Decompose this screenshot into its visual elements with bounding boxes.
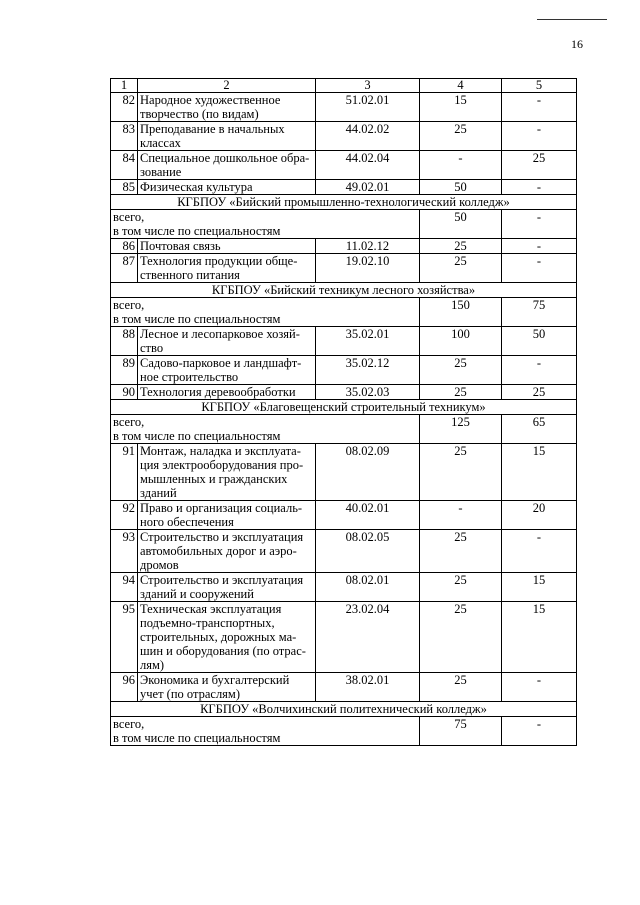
row-number: 90 [111,385,138,400]
total-col5: - [502,210,577,239]
table-row [111,254,577,283]
col4-value: 25 [420,385,502,400]
col4-value: 25 [420,673,502,702]
header-cell-4: 4 [420,79,502,93]
college-row [111,400,577,415]
total-label: всего, в том числе по специальностям [111,210,420,239]
table-row [111,573,577,602]
table-body [111,79,577,746]
college-name: КГБПОУ «Волчихинский политехнический колледж» [111,702,577,717]
table-row [111,151,577,180]
total-col4: 50 [420,210,502,239]
table-row [111,673,577,702]
table-row [111,530,577,573]
top-rule [537,19,607,20]
total-col4: 125 [420,415,502,444]
col4-value: 15 [420,93,502,122]
row-number: 95 [111,602,138,673]
row-number: 87 [111,254,138,283]
specialty-code: 08.02.09 [316,444,420,501]
college-name: КГБПОУ «Бийский техникум лесного хозяйства» [111,283,577,298]
col5-value: 15 [502,444,577,501]
specialty-name: Специальное дошкольное обра-зование [138,151,316,180]
header-cell-5: 5 [502,79,577,93]
total-col5: 75 [502,298,577,327]
row-number: 93 [111,530,138,573]
specialty-code: 44.02.04 [316,151,420,180]
col4-value: 25 [420,444,502,501]
col5-value: - [502,239,577,254]
col5-value: 15 [502,602,577,673]
total-col5: - [502,717,577,746]
specialty-code: 08.02.01 [316,573,420,602]
col5-value: - [502,122,577,151]
col4-value: - [420,151,502,180]
specialty-name: Почтовая связь [138,239,316,254]
specialty-code: 11.02.12 [316,239,420,254]
total-row [111,415,577,444]
col5-value: - [502,673,577,702]
specialty-name: Технология деревообработки [138,385,316,400]
specialty-code: 08.02.05 [316,530,420,573]
specialty-name: Народное художественное творчество (по видам) [138,93,316,122]
row-number: 86 [111,239,138,254]
col4-value: 25 [420,356,502,385]
row-number: 84 [111,151,138,180]
specialty-name: Лесное и лесопарковое хозяй-ство [138,327,316,356]
total-label: всего, в том числе по специальностям [111,298,420,327]
specialty-code: 49.02.01 [316,180,420,195]
col4-value: 25 [420,602,502,673]
row-number: 82 [111,93,138,122]
table-row [111,122,577,151]
col4-value: 25 [420,122,502,151]
col4-value: 25 [420,239,502,254]
specialty-name: Преподавание в начальных классах [138,122,316,151]
col4-value: 50 [420,180,502,195]
specialty-name: Строительство и эксплуатация автомобильных дорог и аэро-дромов [138,530,316,573]
specialties-table [110,78,577,746]
col4-value: 25 [420,573,502,602]
row-number: 92 [111,501,138,530]
total-label: всего, в том числе по специальностям [111,415,420,444]
header-cell-1: 1 [111,79,138,93]
col5-value: - [502,530,577,573]
total-col4: 150 [420,298,502,327]
specialty-name: Монтаж, наладка и эксплуата-ция электрооборудования про-мышленных и гражданских зданий [138,444,316,501]
table-row [111,602,577,673]
college-name: КГБПОУ «Бийский промышленно-технологический колледж» [111,195,577,210]
specialty-name: Техническая эксплуатация подъемно-транспортных, строительных, дорожных ма-шин и оборудования (по отрас-лям) [138,602,316,673]
row-number: 83 [111,122,138,151]
col5-value: 20 [502,501,577,530]
table-row [111,239,577,254]
specialty-code: 44.02.02 [316,122,420,151]
row-number: 94 [111,573,138,602]
header-cell-2: 2 [138,79,316,93]
total-label: всего, в том числе по специальностям [111,717,420,746]
table-row [111,356,577,385]
col5-value: 25 [502,385,577,400]
row-number: 91 [111,444,138,501]
specialty-name: Право и организация социаль-ного обеспечения [138,501,316,530]
table-row [111,327,577,356]
col4-value: 25 [420,254,502,283]
total-col4: 75 [420,717,502,746]
specialty-name: Физическая культура [138,180,316,195]
table-row [111,501,577,530]
col5-value: - [502,254,577,283]
row-number: 96 [111,673,138,702]
page-number: 16 [571,37,583,51]
row-number: 88 [111,327,138,356]
college-name: КГБПОУ «Благовещенский строительный техникум» [111,400,577,415]
total-row [111,717,577,746]
table-row [111,180,577,195]
specialty-code: 35.02.12 [316,356,420,385]
col5-value: 25 [502,151,577,180]
table-row [111,93,577,122]
specialty-name: Технология продукции обще-ственного питания [138,254,316,283]
specialty-code: 38.02.01 [316,673,420,702]
col4-value: 25 [420,530,502,573]
col5-value: 50 [502,327,577,356]
specialty-name: Экономика и бухгалтерский учет (по отраслям) [138,673,316,702]
specialty-code: 35.02.03 [316,385,420,400]
col5-value: - [502,93,577,122]
col4-value: 100 [420,327,502,356]
total-row [111,298,577,327]
header-cell-3: 3 [316,79,420,93]
total-col5: 65 [502,415,577,444]
total-row [111,210,577,239]
header-row [111,79,577,93]
specialty-code: 23.02.04 [316,602,420,673]
col4-value: - [420,501,502,530]
row-number: 85 [111,180,138,195]
specialty-code: 35.02.01 [316,327,420,356]
col5-value: - [502,356,577,385]
row-number: 89 [111,356,138,385]
col5-value: 15 [502,573,577,602]
college-row [111,702,577,717]
table-row [111,385,577,400]
specialty-code: 19.02.10 [316,254,420,283]
specialty-code: 51.02.01 [316,93,420,122]
specialty-name: Строительство и эксплуатация зданий и сооружений [138,573,316,602]
specialty-name: Садово-парковое и ландшафт-ное строительство [138,356,316,385]
college-row [111,195,577,210]
col5-value: - [502,180,577,195]
table-row [111,444,577,501]
specialty-code: 40.02.01 [316,501,420,530]
college-row [111,283,577,298]
